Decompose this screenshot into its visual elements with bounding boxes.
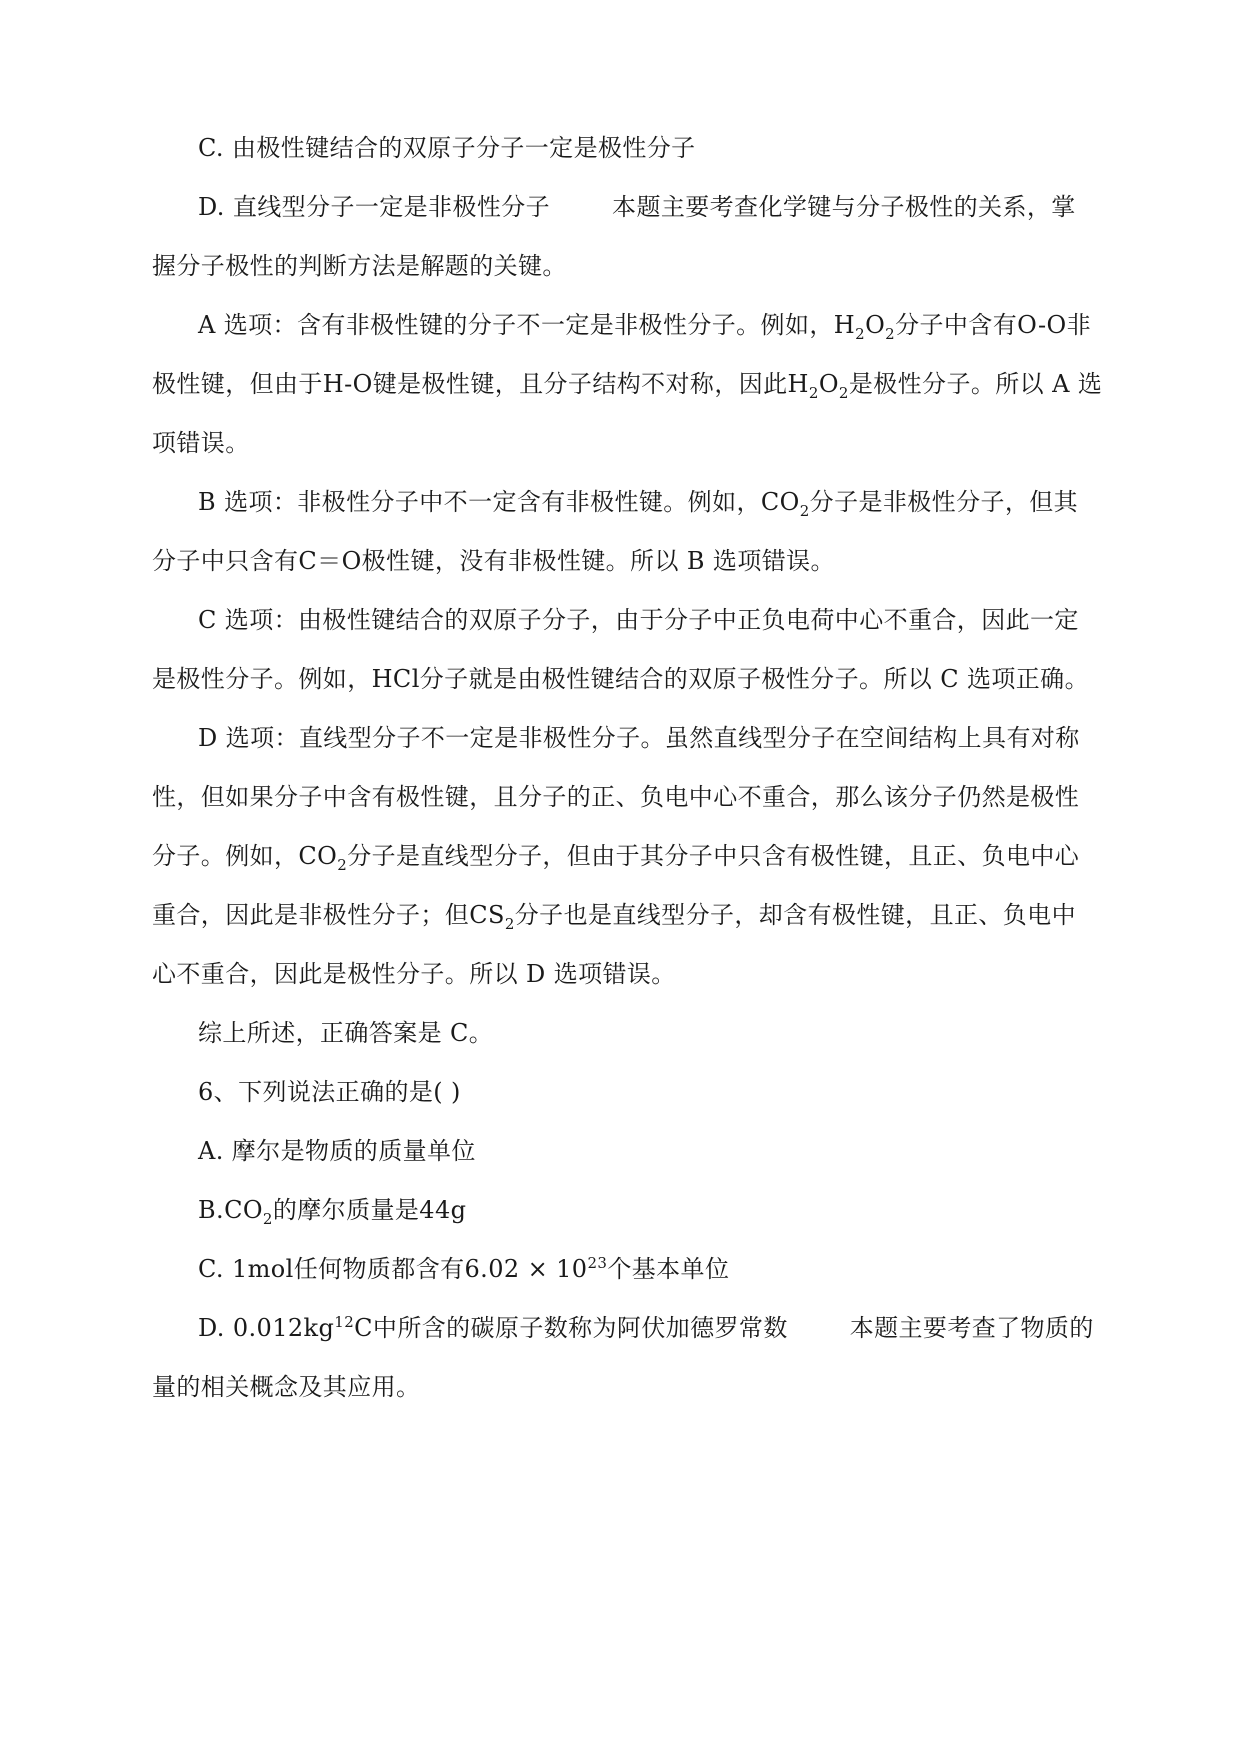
option-d-explain-line-4	[152, 900, 1076, 933]
text: 分子。例如，	[152, 842, 299, 870]
text: 是极性分子。所以 A 选	[848, 370, 1103, 398]
formula-co2: $CO_2$	[224, 1196, 273, 1228]
analysis-text: 本题主要考查了物质的	[849, 1314, 1094, 1342]
option-a-explain-line-3	[152, 428, 250, 458]
text: 个基本单位	[607, 1255, 730, 1283]
text: B 选项：非极性分子中不一定含有非极性键。例如，	[198, 488, 761, 516]
text: C. 1mol任何物质都含有6.02 × 10	[198, 1255, 588, 1283]
option-d-explain-line-3	[152, 841, 1080, 874]
text: B.	[198, 1196, 225, 1224]
question-6-title	[198, 1077, 461, 1107]
text: 分子是直线型分子，但由于其分子中只含有极性键，且正、负电中心	[347, 842, 1080, 870]
option-a-explain-line-2	[152, 369, 1103, 402]
conclusion-line	[198, 1018, 493, 1048]
text: 重合，因此是非极性分子；但	[152, 901, 470, 929]
formula-co2: $CO_2$	[760, 488, 810, 520]
text: 是极性分子。例如，HCl分子就是由极性键结合的双原子极性分子。所以 C 选项正确。	[152, 665, 1089, 693]
text: A 选项：含有非极性键的分子不一定是非极性分子。例如，	[198, 311, 834, 339]
option-d-explain-line-2	[152, 782, 1079, 812]
text: 握分子极性的判断方法是解题的关键。	[152, 252, 567, 280]
analysis-line	[152, 251, 567, 281]
text: 性，但如果分子中含有极性键，且分子的正、负电中心不重合，那么该分子仍然是极性	[152, 783, 1080, 811]
text: D. 直线型分子一定是非极性分子	[198, 193, 551, 221]
option-a-explain-line-1	[198, 310, 1092, 343]
option-c-explain-line-1	[198, 605, 1079, 635]
text: 6、下列说法正确的是( )	[198, 1078, 461, 1106]
isotope-mass-number: 12	[334, 1313, 355, 1331]
formula-cs2: $CS_2$	[469, 901, 515, 933]
text: 心不重合，因此是极性分子。所以 D 选项错误。	[152, 960, 676, 988]
text: 量的相关概念及其应用。	[152, 1373, 421, 1401]
text: D. 0.012kg	[198, 1314, 335, 1342]
analysis-text: 本题主要考查化学键与分子极性的关系，掌	[612, 193, 1076, 221]
option-c-line	[198, 133, 696, 163]
text: D 选项：直线型分子不一定是非极性分子。虽然直线型分子在空间结构上具有对称	[198, 724, 1080, 752]
formula-h2o2: $H_2O_2$	[833, 311, 896, 343]
text: 分子是非极性分子，但其	[809, 488, 1079, 516]
exponent: 23	[587, 1254, 608, 1272]
option-c-explain-line-2	[152, 664, 1089, 694]
option-d-line	[198, 192, 1076, 222]
text: 分子中含有O-O非	[895, 311, 1092, 339]
text: A. 摩尔是物质的质量单位	[198, 1137, 476, 1165]
text: 分子中只含有C＝O极性键，没有非极性键。所以 B 选项错误。	[152, 547, 835, 575]
option-d-explain-line-5	[152, 959, 676, 989]
analysis-line	[152, 1372, 420, 1402]
text: C. 由极性键结合的双原子分子一定是极性分子	[198, 134, 696, 162]
text: C中所含的碳原子数称为阿伏加德罗常数	[354, 1314, 788, 1342]
option-b-explain-line-2	[152, 546, 835, 576]
text: 综上所述，正确答案是 C。	[198, 1019, 494, 1047]
formula-h2o2: $H_2O_2$	[787, 370, 849, 402]
text: 极性键，但由于H-O键是极性键，且分子结构不对称，因此	[152, 370, 788, 398]
option-b-explain-line-1	[198, 487, 1079, 520]
text: 的摩尔质量是44g	[272, 1196, 467, 1224]
question-6-option-b	[198, 1195, 467, 1228]
question-6-option-a	[198, 1136, 476, 1166]
formula-co2: $CO_2$	[298, 842, 348, 874]
option-d-explain-line-1	[198, 723, 1080, 753]
text: 分子也是直线型分子，却含有极性键，且正、负电中	[514, 901, 1076, 929]
text: C 选项：由极性键结合的双原子分子，由于分子中正负电荷中心不重合，因此一定	[198, 606, 1079, 634]
question-6-option-c	[198, 1254, 729, 1284]
text: 项错误。	[152, 429, 250, 457]
question-6-option-d	[198, 1313, 1094, 1343]
